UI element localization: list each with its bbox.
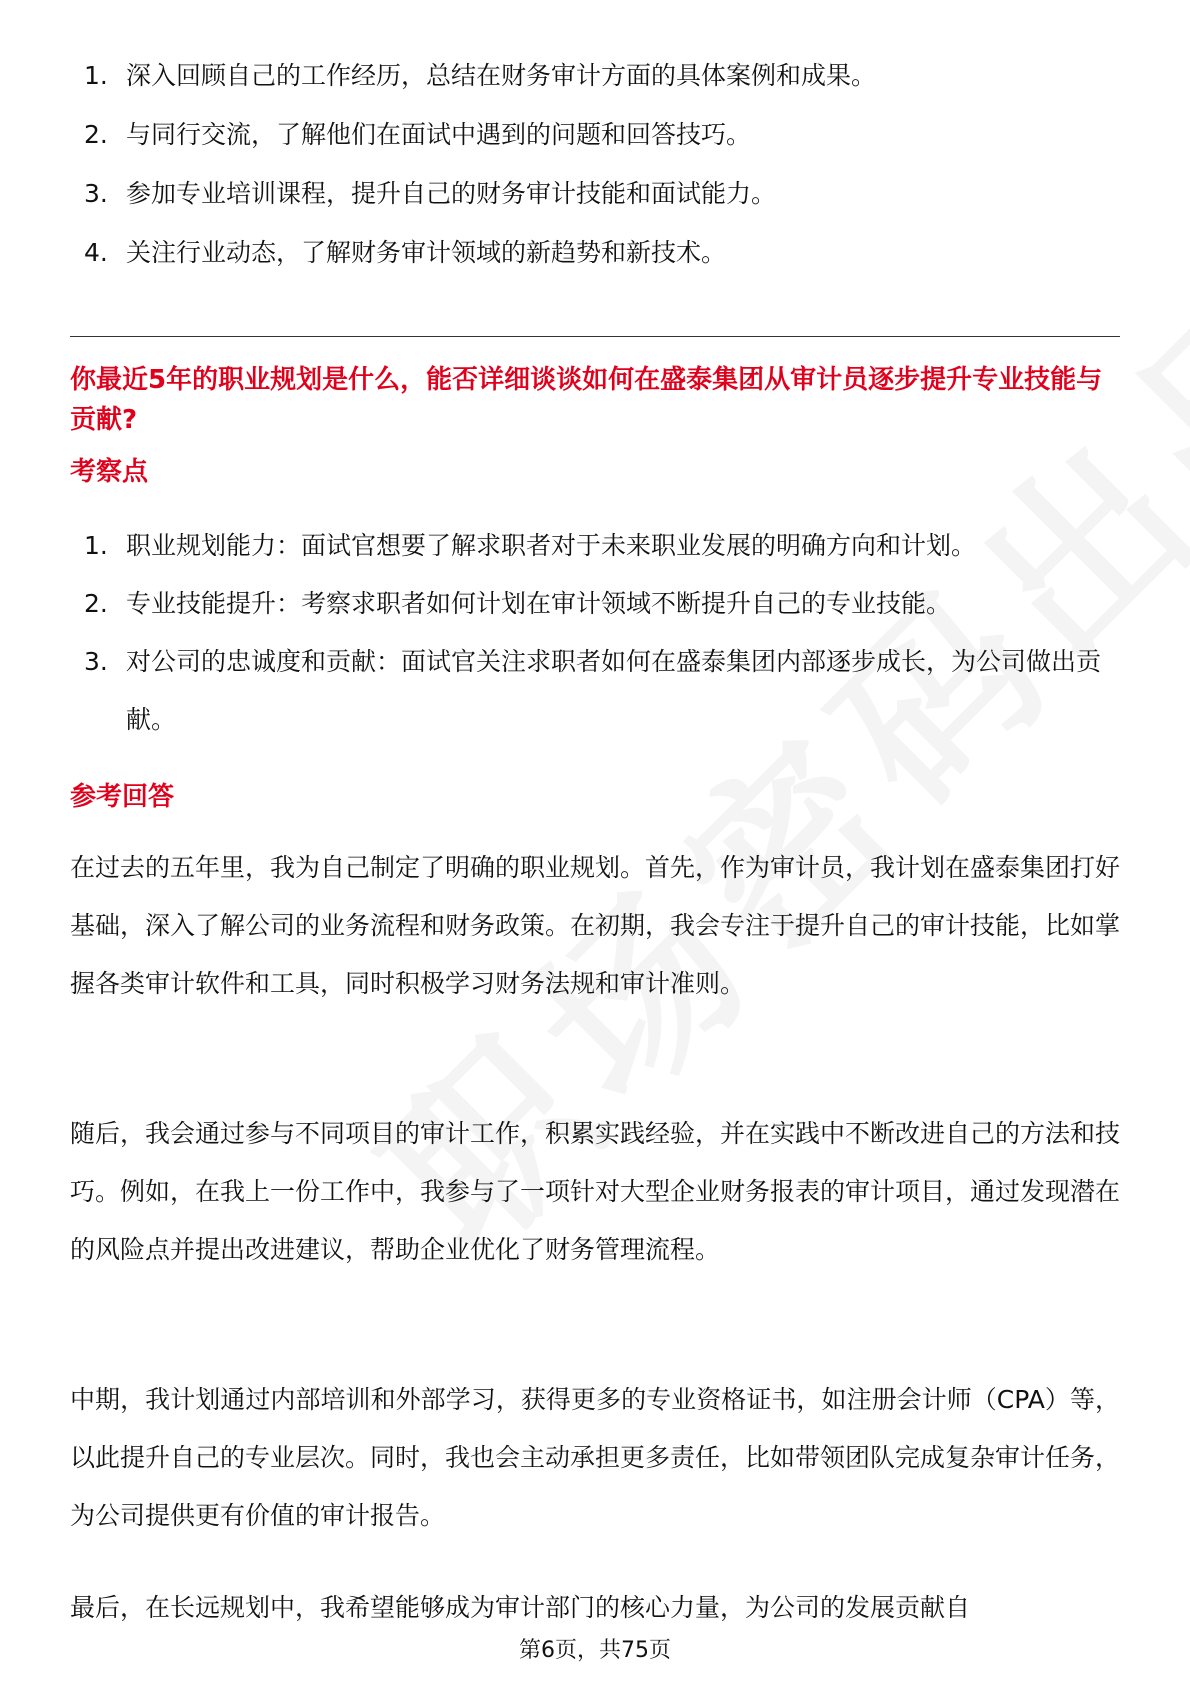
list-number: 2. bbox=[84, 589, 108, 618]
intro-list bbox=[70, 46, 1120, 282]
list-item bbox=[70, 517, 1120, 575]
interview-question: 你最近5年的职业规划是什么，能否详细谈谈如何在盛泰集团从审计员逐步提升专业技能与贡献? bbox=[70, 365, 1103, 435]
list-item bbox=[70, 633, 1120, 749]
section-divider bbox=[70, 336, 1120, 337]
answer-paragraph: 随后，我会通过参与不同项目的审计工作，积累实践经验，并在实践中不断改进自己的方法和技巧。例如，在我上一份工作中，我参与了一项针对大型企业财务报表的审计项目，通过发现潜在的风险点并提出改进建议，帮助企业优化了财务管理流程。 bbox=[70, 1119, 1121, 1264]
list-item bbox=[70, 46, 1120, 105]
list-text: 关注行业动态，了解财务审计领域的新趋势和新技术。 bbox=[126, 238, 727, 267]
list-number: 2. bbox=[84, 120, 108, 149]
answer-paragraph: 最后，在长远规划中，我希望能够成为审计部门的核心力量，为公司的发展贡献自 bbox=[70, 1593, 971, 1622]
page-footer: 第6页，共75页 bbox=[519, 1638, 671, 1663]
list-text: 对公司的忠诚度和贡献：面试官关注求职者如何在盛泰集团内部逐步成长，为公司做出贡献。 bbox=[126, 647, 1102, 734]
list-text: 参加专业培训课程，提升自己的财务审计技能和面试能力。 bbox=[126, 179, 777, 208]
list-item bbox=[70, 164, 1120, 223]
assessment-points bbox=[70, 517, 1120, 749]
list-text: 专业技能提升：考察求职者如何计划在审计领域不断提升自己的专业技能。 bbox=[126, 589, 952, 618]
list-item bbox=[70, 575, 1120, 633]
list-item bbox=[70, 223, 1120, 282]
list-number: 1. bbox=[84, 61, 108, 90]
list-text: 职业规划能力：面试官想要了解求职者对于未来职业发展的明确方向和计划。 bbox=[126, 531, 977, 560]
list-number: 3. bbox=[84, 647, 108, 676]
answer-paragraph: 在过去的五年里，我为自己制定了明确的职业规划。首先，作为审计员，我计划在盛泰集团打好基础，深入了解公司的业务流程和财务政策。在初期，我会专注于提升自己的审计技能，比如掌握各类审计软件和工具，同时积极学习财务法规和审计准则。 bbox=[70, 853, 1121, 998]
list-item bbox=[70, 105, 1120, 164]
answer-paragraph: 中期，我计划通过内部培训和外部学习，获得更多的专业资格证书，如注册会计师（CPA）等，以此提升自己的专业层次。同时，我也会主动承担更多责任，比如带领团队完成复杂审计任务，为公司提供更有价值的审计报告。 bbox=[70, 1385, 1121, 1530]
list-text: 与同行交流，了解他们在面试中遇到的问题和回答技巧。 bbox=[126, 120, 752, 149]
list-number: 1. bbox=[84, 531, 108, 560]
list-number: 4. bbox=[84, 238, 108, 267]
list-number: 3. bbox=[84, 179, 108, 208]
list-text: 深入回顾自己的工作经历，总结在财务审计方面的具体案例和成果。 bbox=[126, 61, 877, 90]
assessment-label: 考察点 bbox=[70, 457, 149, 487]
answer-label: 参考回答 bbox=[70, 782, 175, 812]
